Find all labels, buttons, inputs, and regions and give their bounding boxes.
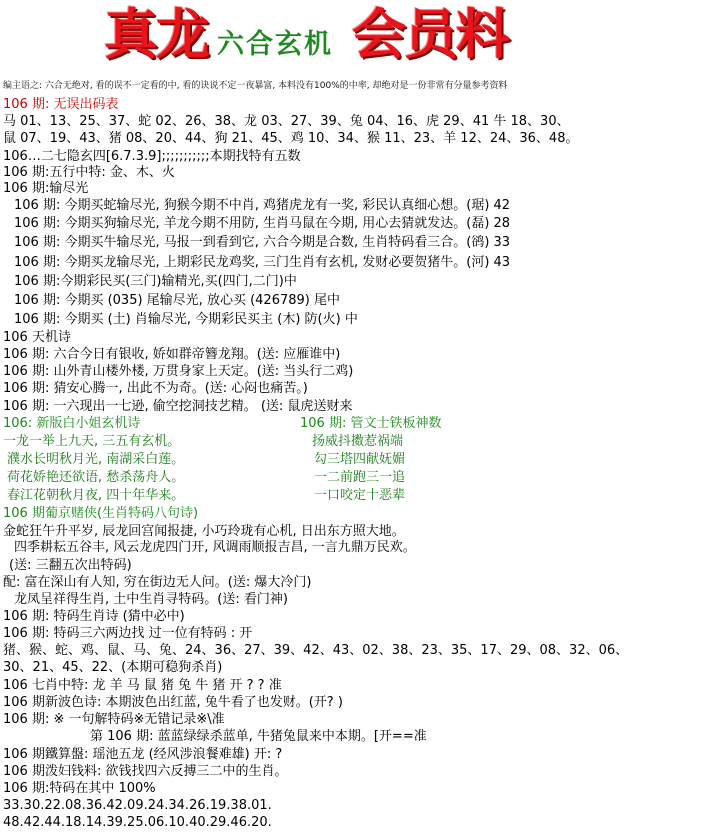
right-poem-line: 扬威抖擞惹祸端	[312, 434, 404, 449]
right-poem-line: 勾三塔四献妩媚	[314, 452, 406, 467]
heading-line: 106 期: 无误出码表	[3, 97, 119, 112]
left-poem-title: 106: 新版白小姐玄机诗	[3, 416, 141, 431]
left-poem-line: 濮水长明秋月光, 南湖采白莲。	[7, 452, 185, 467]
right-poem-line: 一口咬定十恶辈	[314, 488, 406, 503]
text-line: 鼠 07、19、43、猪 08、20、44、狗 21、45、鸡 10、34、猴 11、23、羊 12、24、36、48。	[3, 131, 579, 146]
text-line: 106 期: 今期买蛇输尽光, 狗猴今期不中肖, 鸡猪虎龙有一奖, 彩民认真细心想。(琚) 42	[14, 198, 511, 213]
text-line: 106 期: 今期买 (035) 尾输尽光, 放心买 (426789) 尾中	[14, 293, 340, 308]
text-line: 106 期:特码在其中 100%	[3, 781, 156, 796]
disclaimer-text: 编主语之: 六合无绝对, 看的误不一定看的中, 看的诀说不定一夜暴富, 本料没有100%的中率, 却绝对是一份非常有分量参考资料	[3, 81, 508, 91]
heading-line: 106 期葡京赌侠(生肖特码八句诗)	[3, 506, 199, 521]
text-line: 106…二七隐玄四[6.7.3.9];;;;;;;;;;;本期找特有五数	[3, 149, 301, 164]
number-line: 48.42.44.18.14.39.25.06.10.40.29.46.20.	[3, 815, 272, 830]
text-line: 106 期: 今期买狗输尽光, 羊龙今期不用防, 生肖马鼠在今期, 用心去猜就发达。(磊) 28	[14, 216, 511, 231]
text-line: 106 期:五行中特: 金、木、火	[3, 165, 175, 180]
text-line: 106 期: 六合今日有银收, 娇如群帝簪龙翔。(送: 应雁谁中)	[3, 347, 341, 362]
text-line: 金蛇狂午升平岁, 辰龙回宫闻报捷, 小巧玲珑有心机, 日出东方照大地。	[3, 524, 405, 539]
text-line: 30、21、45、22、(本期可稳狗杀肖)	[3, 660, 223, 675]
header-banner	[0, 0, 720, 75]
text-line: 106 天机诗	[3, 330, 71, 345]
left-poem-line: 春江花朝秋月夜, 四十年华来。	[7, 488, 185, 503]
text-line: 106 期: 特码三六两边找 过一位有特码 : 开	[3, 626, 253, 641]
title-zhenlong: 真龙	[104, 2, 208, 66]
left-poem-line: 一龙一举上九天, 三五有玄机。	[3, 434, 181, 449]
title-huiyuanliao: 会员料	[352, 2, 508, 66]
text-line: 106 期鐵算盤: 瑶池五龙 (经风涉浪餐难雄) 开: ?	[3, 747, 283, 762]
text-line: 106 期: 今期买龙输尽光, 上期彩民龙鸡奖, 三门生肖有玄机, 发财必要贺猪牛。(河) 43	[14, 255, 511, 270]
text-line: 106 期: 今期买牛输尽光, 马报一到看到它, 六合今期是合数, 生肖特码看三合。(鹆) 33	[14, 235, 511, 250]
text-line: 龙凤呈祥得生肖, 土中生肖寻特码。(送: 看门神)	[14, 592, 288, 607]
text-line: 106 期新波色诗: 本期波色出红蓝, 兔牛看了也发财。(开? )	[3, 695, 343, 710]
text-line: 106 期: 山外青山楼外楼, 万贯身家上天定。(送: 当头行二鸡)	[3, 364, 354, 379]
right-poem-line: 一二前跑三一追	[314, 470, 406, 485]
left-poem-line: 荷花娇艳还欲语, 愁杀荡舟人。	[7, 470, 185, 485]
text-line: (送: 三翻五次出特码)	[9, 558, 132, 573]
title-liuhe-xuanji: 六合玄机	[217, 29, 333, 60]
text-line: 106 期泼妇钱料: 欲钱找四六反搏三二中的生肖。	[3, 764, 288, 779]
text-line: 猪、猴、蛇、鸡、鼠、马、兔、24、36、27、39、42、43、02、38、23、35、17、29、08、32、06、	[3, 643, 629, 658]
number-line: 33.30.22.08.36.42.09.24.34.26.19.38.01.	[3, 798, 272, 813]
text-line: 配: 富在深山有人知, 穷在街边无人问。(送: 爆大冷门)	[3, 575, 312, 590]
text-line: 106 期: ※ 一句解特码※无错记录※\准	[3, 712, 225, 727]
text-line: 106 七肖中特: 龙 羊 马 鼠 猪 兔 牛 猪 开 ? ? 准	[3, 678, 282, 693]
text-line: 106 期: 今期买 (土) 肖输尽光, 今期彩民买主 (木) 防(火) 中	[14, 312, 358, 327]
text-line: 四季耕耘五谷丰, 风云龙虎四门开, 风调雨顺报吉昌, 一言九鼎万民欢。	[14, 540, 416, 555]
text-line: 马 01、13、25、37、蛇 02、26、38、龙 03、27、39、兔 04、16、虎 29、41 牛 18、30、	[3, 114, 570, 129]
right-poem-title: 106 期: 管文士铁板神数	[300, 416, 442, 431]
text-line: 106 期: 猜安心腾一, 出此不为奇。(送: 心闷也痛苦。)	[3, 381, 308, 396]
text-line: 106 期: 一六现出一七逊, 偷空挖洞技艺精。 (送: 鼠虎送财来	[3, 399, 353, 414]
text-line: 106 期:输尽光	[3, 181, 89, 196]
text-line: 第 106 期: 蓝蓝绿绿杀蓝单, 牛猪兔鼠来中本期。[开==准	[90, 729, 427, 744]
text-line: 106 期: 特码生肖诗 (猜中必中)	[3, 609, 185, 624]
text-line: 106 期:今期彩民买(三门)输精光,买(四门,二门)中	[14, 274, 297, 289]
